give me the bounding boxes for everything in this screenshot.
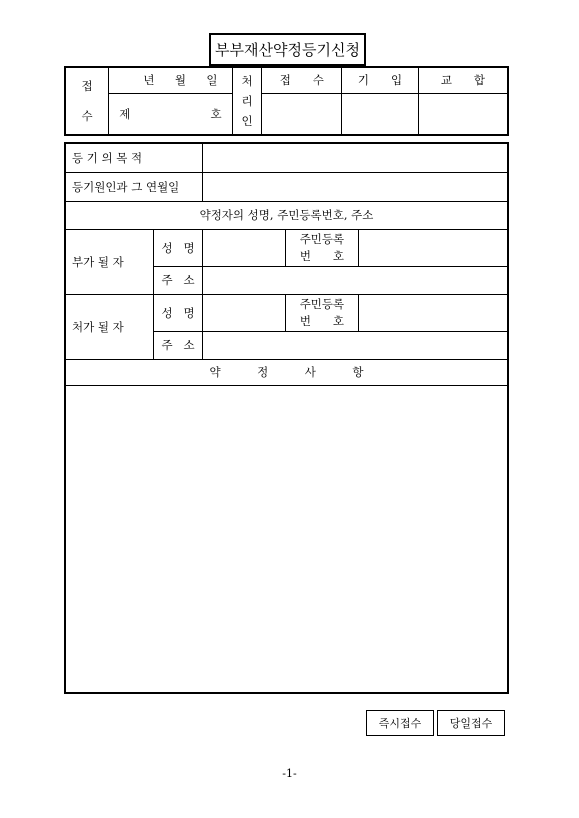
husband-id-label xyxy=(285,229,359,266)
wife-address-field[interactable] xyxy=(202,331,508,359)
month-label: 월 xyxy=(174,73,186,88)
husband-name-label: 성 명 xyxy=(154,229,203,266)
receipt-number-cell[interactable] xyxy=(109,93,232,135)
receipt-no-suffix: 호 xyxy=(210,106,222,121)
cause-field[interactable] xyxy=(202,172,508,201)
parties-header: 약정자의 성명, 주민등록번호, 주소 xyxy=(65,201,508,229)
page-number: -1- xyxy=(282,767,297,780)
col-receive-header: 접 수 xyxy=(262,67,342,93)
handler-char-2: 리 xyxy=(241,94,253,108)
cause-label: 등기원인과 그 연월일 xyxy=(65,172,202,201)
husband-id-field[interactable] xyxy=(359,229,508,266)
handler-char-1: 처 xyxy=(241,74,253,88)
col-enter-header: 기 입 xyxy=(342,67,419,93)
receipt-no-prefix: 제 xyxy=(119,106,131,121)
main-form-table xyxy=(64,142,509,694)
wife-id-label-1: 주민등록 xyxy=(299,296,345,311)
husband-id-label-1: 주민등록 xyxy=(299,231,345,246)
purpose-label: 등 기 의 목 적 xyxy=(65,143,202,172)
receive-stamp-cell[interactable] xyxy=(262,93,342,135)
wife-name-field[interactable] xyxy=(202,294,285,331)
receipt-label-bottom: 수 xyxy=(81,109,93,123)
wife-id-label xyxy=(285,294,359,331)
wife-address-label: 주 소 xyxy=(154,331,203,359)
terms-header: 약 정 사 항 xyxy=(65,359,508,385)
immediate-receipt-stamp: 즉시접수 xyxy=(366,710,434,736)
purpose-field[interactable] xyxy=(202,143,508,172)
receipt-label-cell xyxy=(65,67,109,135)
wife-id-label-2: 번 호 xyxy=(299,313,344,328)
handler-char-3: 인 xyxy=(241,114,253,128)
terms-body-field[interactable] xyxy=(65,385,508,693)
day-label: 일 xyxy=(206,73,218,88)
husband-name-field[interactable] xyxy=(202,229,285,266)
wife-name-label: 성 명 xyxy=(154,294,203,331)
handler-label-cell xyxy=(232,67,262,135)
wife-label: 처가 될 자 xyxy=(65,294,154,359)
enter-stamp-cell[interactable] xyxy=(342,93,419,135)
year-label: 년 xyxy=(143,73,155,88)
wife-id-field[interactable] xyxy=(359,294,508,331)
husband-id-label-2: 번 호 xyxy=(299,248,344,263)
husband-address-label: 주 소 xyxy=(154,266,203,294)
husband-address-field[interactable] xyxy=(202,266,508,294)
same-day-receipt-stamp: 당일접수 xyxy=(437,710,505,736)
receipt-label-top: 접 xyxy=(81,79,93,93)
form-title: 부부재산약정등기신청 xyxy=(209,33,366,66)
husband-label: 부가 될 자 xyxy=(65,229,154,294)
receipt-table xyxy=(64,66,509,136)
col-check-header: 교 합 xyxy=(418,67,508,93)
receipt-date-cell[interactable] xyxy=(109,67,232,93)
check-stamp-cell[interactable] xyxy=(418,93,508,135)
